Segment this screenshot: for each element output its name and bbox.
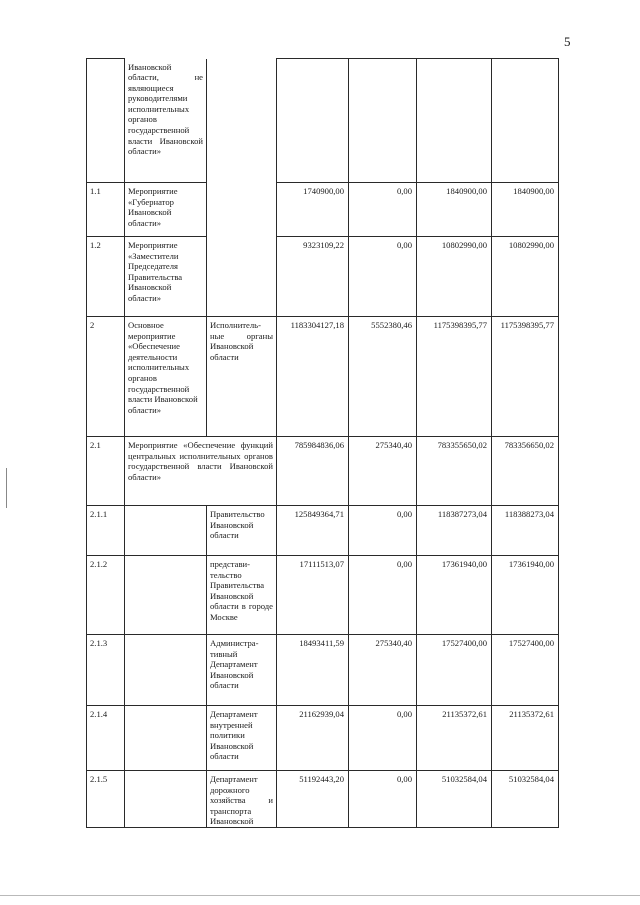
- row-value-1: 1740900,00: [277, 183, 349, 237]
- row-executor: Департамент внутренней политики Ивановской области: [207, 706, 277, 771]
- table-row: [87, 317, 559, 437]
- table-row: [87, 237, 559, 317]
- row-executor: представи-тельство Правительства Ивановской области в городе Москве: [207, 556, 277, 635]
- row-value-3: 783355650,02: [417, 437, 492, 506]
- row-number: 2.1.4: [87, 706, 125, 771]
- row-value-2: 0,00: [349, 183, 417, 237]
- table-row: [87, 437, 559, 506]
- scan-artifact-line: [0, 895, 640, 896]
- row-value-3: 118387273,04: [417, 506, 492, 556]
- row-name: [125, 556, 207, 635]
- row-value-4: 1175398395,77: [492, 317, 559, 437]
- budget-table: [86, 58, 559, 828]
- row-executor: Администра-тивный Департамент Ивановской области: [207, 635, 277, 706]
- row-value-4: [492, 59, 559, 183]
- table-row: [87, 706, 559, 771]
- row-name: [125, 506, 207, 556]
- row-number: 1.2: [87, 237, 125, 317]
- row-name: Мероприятие «Обеспечение функций центральных исполнительных органов государственной власти Ивановской области»: [125, 437, 277, 506]
- row-value-1: 785984836,06: [277, 437, 349, 506]
- row-value-1: [277, 59, 349, 183]
- table-row: [87, 183, 559, 237]
- row-executor: [207, 237, 277, 317]
- row-number: 2.1.3: [87, 635, 125, 706]
- table-row: [87, 771, 559, 828]
- row-value-2: 0,00: [349, 506, 417, 556]
- row-value-2: 0,00: [349, 237, 417, 317]
- row-executor: Департамент дорожного хозяйства и транспорта Ивановской: [207, 771, 277, 828]
- row-name: Мероприятие «Заместители Председателя Правительства Ивановской области»: [125, 237, 207, 317]
- row-number: [87, 59, 125, 183]
- row-name: Ивановской области, не являющиеся руководителями исполнительных органов государственной власти Ивановской области»: [125, 59, 207, 183]
- row-executor: [207, 183, 277, 237]
- row-value-3: 1840900,00: [417, 183, 492, 237]
- row-executor: Исполнитель-ные органы Ивановской области: [207, 317, 277, 437]
- row-value-4: 17527400,00: [492, 635, 559, 706]
- table-row: [87, 59, 559, 183]
- row-value-3: 17527400,00: [417, 635, 492, 706]
- row-value-1: 18493411,59: [277, 635, 349, 706]
- row-value-4: 10802990,00: [492, 237, 559, 317]
- row-value-1: 125849364,71: [277, 506, 349, 556]
- row-value-2: 0,00: [349, 771, 417, 828]
- row-executor: Правительство Ивановской области: [207, 506, 277, 556]
- row-name: Мероприятие «Губернатор Ивановской области»: [125, 183, 207, 237]
- row-value-1: 1183304127,18: [277, 317, 349, 437]
- row-value-2: 0,00: [349, 556, 417, 635]
- row-value-4: 783356650,02: [492, 437, 559, 506]
- page-number: 5: [564, 34, 571, 49]
- row-value-4: 21135372,61: [492, 706, 559, 771]
- row-value-2: 0,00: [349, 706, 417, 771]
- row-value-3: 21135372,61: [417, 706, 492, 771]
- row-value-2: 5552380,46: [349, 317, 417, 437]
- row-value-3: 10802990,00: [417, 237, 492, 317]
- scan-artifact-mark: [6, 468, 7, 508]
- row-value-3: 1175398395,77: [417, 317, 492, 437]
- row-value-1: 9323109,22: [277, 237, 349, 317]
- row-value-3: 51032584,04: [417, 771, 492, 828]
- row-value-4: 17361940,00: [492, 556, 559, 635]
- row-number: 2: [87, 317, 125, 437]
- row-value-4: 51032584,04: [492, 771, 559, 828]
- row-value-4: 118388273,04: [492, 506, 559, 556]
- row-name: [125, 635, 207, 706]
- row-name: [125, 706, 207, 771]
- row-number: 1.1: [87, 183, 125, 237]
- row-number: 2.1: [87, 437, 125, 506]
- table-row: [87, 635, 559, 706]
- row-number: 2.1.2: [87, 556, 125, 635]
- row-value-1: 17111513,07: [277, 556, 349, 635]
- row-value-3: 17361940,00: [417, 556, 492, 635]
- row-executor: [207, 59, 277, 183]
- table-row: [87, 506, 559, 556]
- row-value-2: 275340,40: [349, 437, 417, 506]
- row-value-2: [349, 59, 417, 183]
- row-value-1: 51192443,20: [277, 771, 349, 828]
- row-value-3: [417, 59, 492, 183]
- row-value-4: 1840900,00: [492, 183, 559, 237]
- row-value-2: 275340,40: [349, 635, 417, 706]
- row-number: 2.1.5: [87, 771, 125, 828]
- row-value-1: 21162939,04: [277, 706, 349, 771]
- row-name: Основное мероприятие «Обеспечение деятельности исполнительных органов государственной власти Ивановской области»: [125, 317, 207, 437]
- row-number: 2.1.1: [87, 506, 125, 556]
- table-row: [87, 556, 559, 635]
- row-name: [125, 771, 207, 828]
